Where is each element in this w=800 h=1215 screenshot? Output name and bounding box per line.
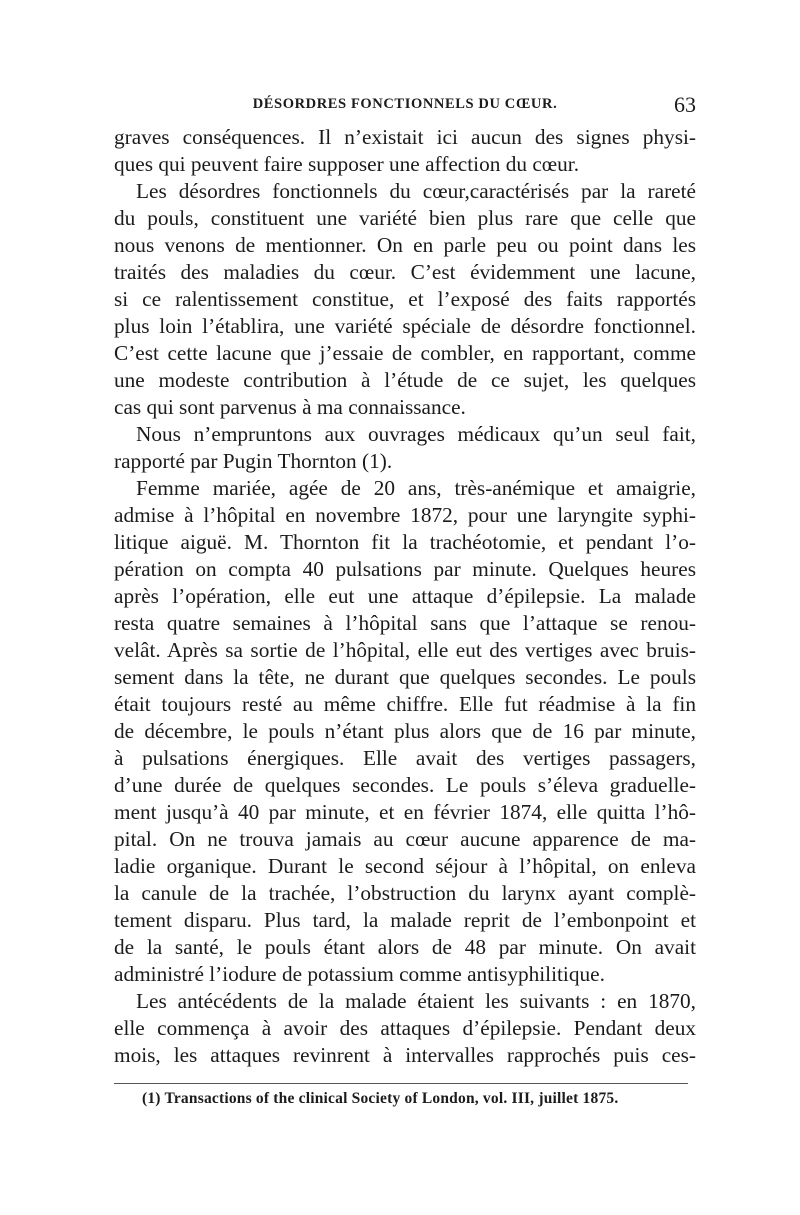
- text-line: ladie organique. Durant le second séjour à l’hôpital, on enleva: [114, 854, 696, 878]
- text-line: plus loin l’établira, une variété spéciale de désordre fonctionnel.: [114, 314, 696, 338]
- paragraph: [114, 124, 696, 178]
- text-line: une modeste contribution à l’étude de ce sujet, les quelques: [114, 368, 696, 392]
- text-line: velât. Après sa sortie de l’hôpital, elle eut des vertiges avec bruis-: [114, 638, 696, 662]
- footnote: (1) Transactions of the clinical Society of London, vol. III, juillet 1875.: [142, 1090, 619, 1107]
- text-line: Femme mariée, agée de 20 ans, très-anémique et amaigrie,: [136, 476, 696, 500]
- text-line: nous venons de mentionner. On en parle peu ou point dans les: [114, 233, 696, 257]
- text-line: pital. On ne trouva jamais au cœur aucune apparence de ma-: [114, 827, 696, 851]
- text-line: elle commença à avoir des attaques d’épilepsie. Pendant deux: [114, 1016, 696, 1040]
- text-line: ment jusqu’à 40 par minute, et en février 1874, elle quitta l’hô-: [114, 800, 696, 824]
- text-line: litique aiguë. M. Thornton fit la trachéotomie, et pendant l’o-: [114, 530, 696, 554]
- text-line: si ce ralentissement constitue, et l’exposé des faits rapportés: [114, 287, 696, 311]
- text-line: de décembre, le pouls n’étant plus alors que de 16 par minute,: [114, 719, 696, 743]
- text-line: de la santé, le pouls étant alors de 48 par minute. On avait: [114, 935, 696, 959]
- text-line: ques qui peuvent faire supposer une affection du cœur.: [114, 152, 580, 176]
- page-number: 63: [674, 92, 696, 117]
- text-line: d’une durée de quelques secondes. Le pouls s’éleva graduelle-: [114, 773, 696, 797]
- running-head: [114, 92, 696, 122]
- footnote-divider: [114, 1083, 688, 1084]
- paragraph: [114, 421, 696, 475]
- running-title: DÉSORDRES FONCTIONNELS DU CŒUR.: [252, 96, 558, 112]
- text-line: traités des maladies du cœur. C’est évidemment une lacune,: [114, 260, 696, 284]
- text-line: sement dans la tête, ne durant que quelques secondes. Le pouls: [114, 665, 696, 689]
- book-page: [114, 92, 696, 1108]
- text-line: tement disparu. Plus tard, la malade reprit de l’embonpoint et: [114, 908, 696, 932]
- text-line: la canule de la trachée, l’obstruction du larynx ayant complè-: [114, 881, 696, 905]
- paragraph: [114, 178, 696, 421]
- text-line: Nous n’empruntons aux ouvrages médicaux qu’un seul fait,: [136, 422, 696, 446]
- text-line: Les antécédents de la malade étaient les suivants : en 1870,: [136, 989, 696, 1013]
- text-line: graves conséquences. Il n’existait ici aucun des signes physi-: [114, 125, 696, 149]
- text-line: cas qui sont parvenus à ma connaissance.: [114, 395, 466, 419]
- text-line: mois, les attaques revinrent à intervalles rapprochés puis ces-: [114, 1043, 696, 1067]
- text-line: C’est cette lacune que j’essaie de combler, en rapportant, comme: [114, 341, 696, 365]
- text-line: était toujours resté au même chiffre. Elle fut réadmise à la fin: [114, 692, 696, 716]
- text-line: à pulsations énergiques. Elle avait des vertiges passagers,: [114, 746, 696, 770]
- text-line: après l’opération, elle eut une attaque d’épilepsie. La malade: [114, 584, 696, 608]
- text-line: rapporté par Pugin Thornton (1).: [114, 449, 393, 473]
- text-line: administré l’iodure de potassium comme antisyphilitique.: [114, 962, 605, 986]
- paragraph: [114, 988, 696, 1069]
- body-text: [114, 124, 696, 1069]
- text-line: pération on compta 40 pulsations par minute. Quelques heures: [114, 557, 696, 581]
- text-line: Les désordres fonctionnels du cœur,caractérisés par la rareté: [136, 179, 696, 203]
- paragraph: [114, 475, 696, 988]
- text-line: resta quatre semaines à l’hôpital sans que l’attaque se renou-: [114, 611, 696, 635]
- text-line: admise à l’hôpital en novembre 1872, pour une laryngite syphi-: [114, 503, 696, 527]
- text-line: du pouls, constituent une variété bien plus rare que celle que: [114, 206, 696, 230]
